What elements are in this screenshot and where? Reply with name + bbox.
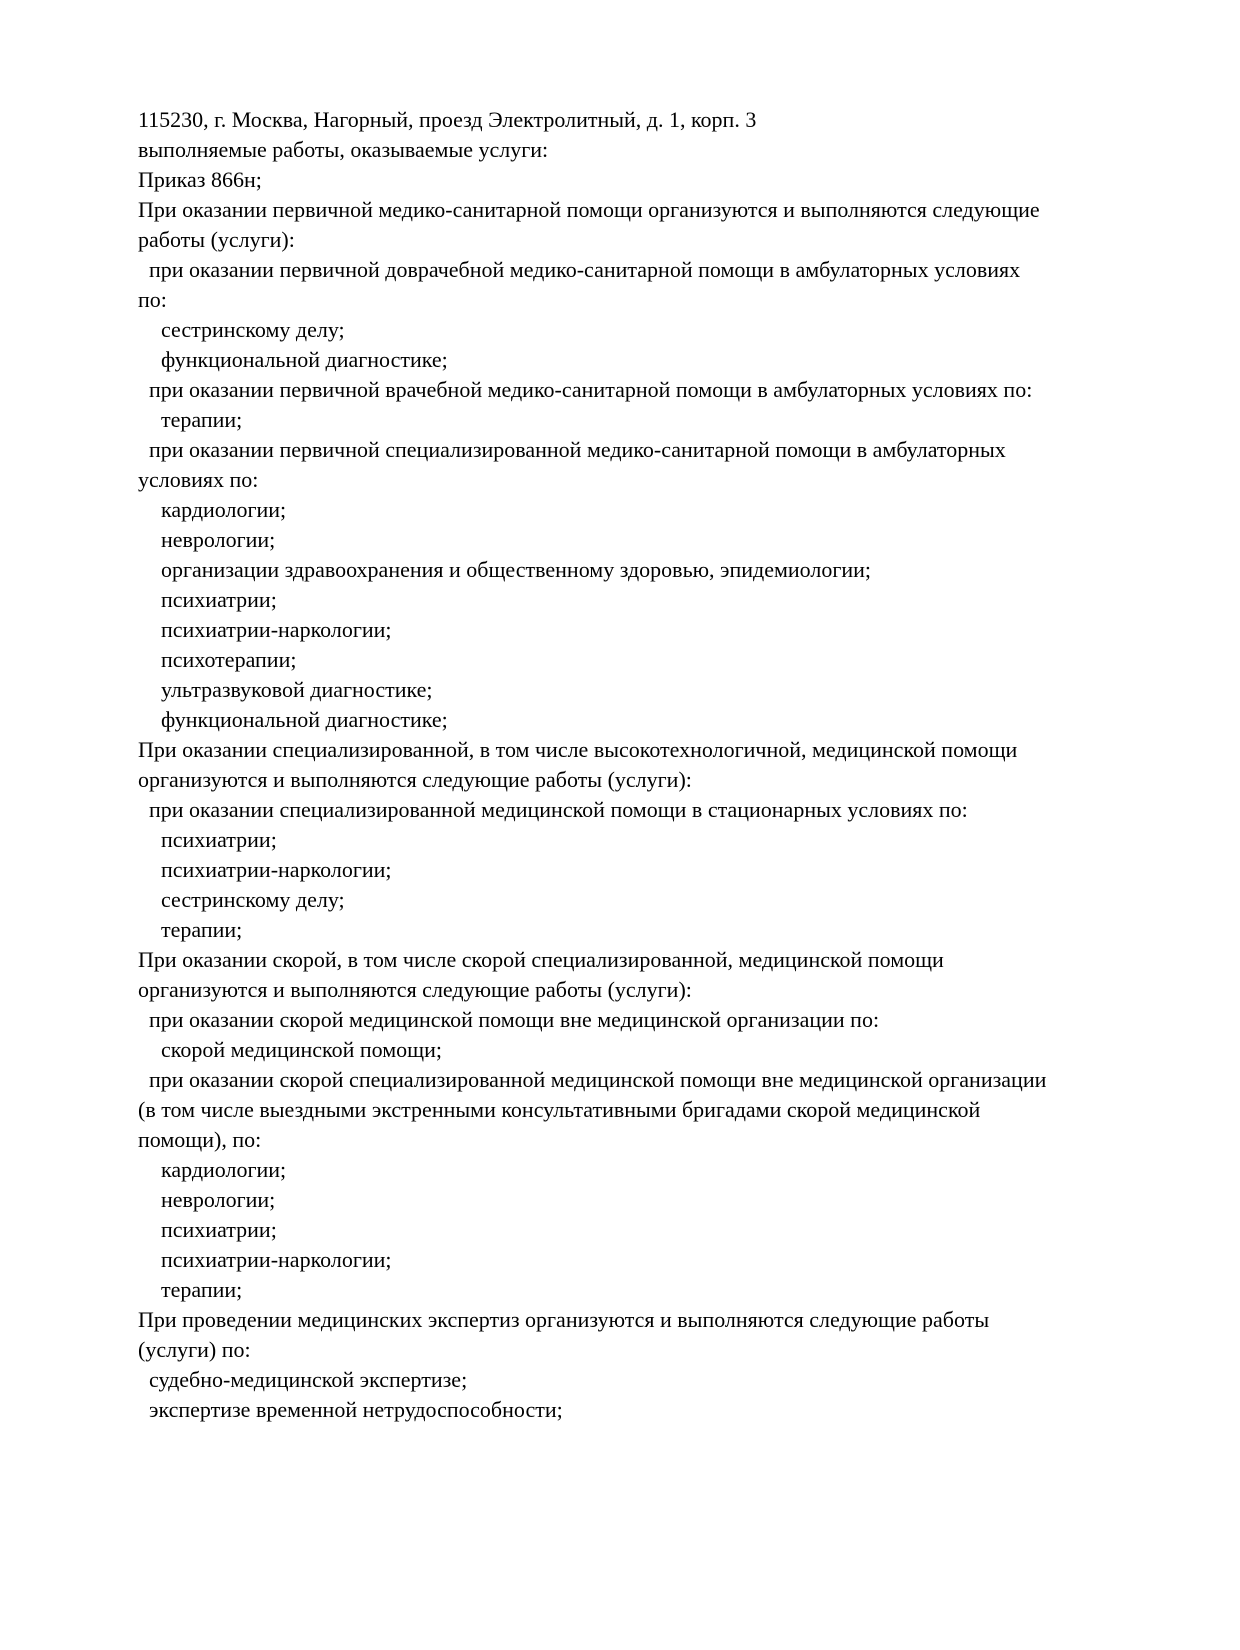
doc-line: при оказании специализированной медицинской помощи в стационарных условиях по: [149, 797, 968, 822]
doc-line: условиях по: [138, 467, 259, 492]
doc-line: неврологии; [161, 527, 276, 552]
doc-line: терапии; [161, 1277, 243, 1302]
doc-line: психиатрии; [161, 1217, 277, 1242]
doc-line: психиатрии; [161, 587, 277, 612]
doc-line: помощи), по: [138, 1127, 262, 1152]
doc-line: кардиологии; [161, 497, 287, 522]
doc-line: функциональной диагностике; [161, 707, 448, 732]
doc-line: работы (услуги): [138, 227, 295, 252]
doc-line: по: [138, 287, 167, 312]
doc-line: выполняемые работы, оказываемые услуги: [138, 137, 549, 162]
doc-line: при оказании первичной врачебной медико-санитарной помощи в амбулаторных условиях по: [149, 377, 1033, 402]
doc-line: при оказании первичной доврачебной медико-санитарной помощи в амбулаторных условиях [149, 257, 1021, 282]
doc-line: неврологии; [161, 1187, 276, 1212]
doc-line: терапии; [161, 407, 243, 432]
doc-line: функциональной диагностике; [161, 347, 448, 372]
document-text-block [138, 105, 1180, 1425]
doc-line: психиатрии; [161, 827, 277, 852]
doc-line: При оказании специализированной, в том числе высокотехнологичной, медицинской помощи [138, 737, 1018, 762]
doc-line: ультразвуковой диагностике; [161, 677, 433, 702]
doc-line: психиатрии-наркологии; [161, 617, 392, 642]
doc-line: При оказании первичной медико-санитарной помощи организуются и выполняются следующие [138, 197, 1040, 222]
doc-line: сестринскому делу; [161, 317, 345, 342]
doc-line: организуются и выполняются следующие работы (услуги): [138, 767, 692, 792]
doc-line: судебно-медицинской экспертизе; [149, 1367, 468, 1392]
doc-line: (услуги) по: [138, 1337, 251, 1362]
doc-line: При оказании скорой, в том числе скорой специализированной, медицинской помощи [138, 947, 944, 972]
doc-line: терапии; [161, 917, 243, 942]
doc-line: скорой медицинской помощи; [161, 1037, 443, 1062]
doc-line: при оказании скорой специализированной медицинской помощи вне медицинской организации [149, 1067, 1047, 1092]
doc-line: экспертизе временной нетрудоспособности; [149, 1397, 563, 1422]
doc-line: психиатрии-наркологии; [161, 1247, 392, 1272]
doc-line: психотерапии; [161, 647, 297, 672]
doc-line: При проведении медицинских экспертиз организуются и выполняются следующие работы [138, 1307, 990, 1332]
doc-line: при оказании скорой медицинской помощи вне медицинской организации по: [149, 1007, 880, 1032]
doc-line: кардиологии; [161, 1157, 287, 1182]
doc-line: при оказании первичной специализированной медико-санитарной помощи в амбулаторных [149, 437, 1006, 462]
doc-line: психиатрии-наркологии; [161, 857, 392, 882]
doc-line-address: 115230, г. Москва, Нагорный, проезд Электролитный, д. 1, корп. 3 [138, 107, 757, 132]
doc-line: (в том числе выездными экстренными консультативными бригадами скорой медицинской [138, 1097, 981, 1122]
doc-line: организации здравоохранения и общественному здоровью, эпидемиологии; [161, 557, 872, 582]
doc-line: Приказ 866н; [138, 167, 262, 192]
doc-line: организуются и выполняются следующие работы (услуги): [138, 977, 692, 1002]
doc-line: сестринскому делу; [161, 887, 345, 912]
